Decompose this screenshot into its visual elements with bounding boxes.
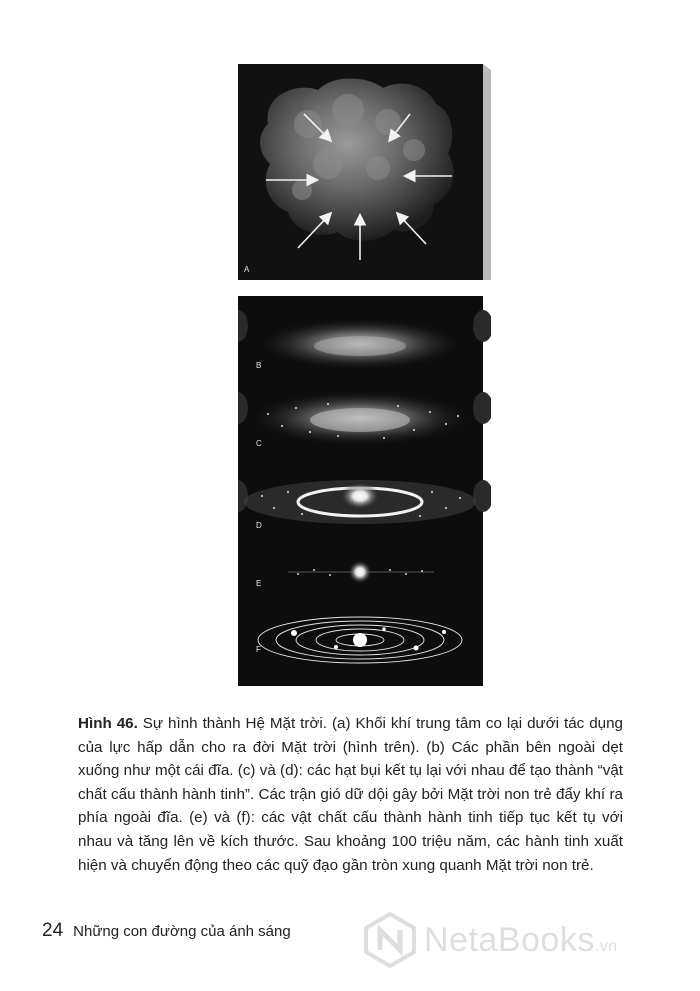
netabooks-logo-icon [362,912,418,968]
watermark-text: NetaBooks [424,920,595,959]
running-title: Những con đường của ánh sáng [73,923,291,940]
caption-text: Sự hình thành Hệ Mặt trời. (a) Khối khí trung tâm co lại dưới tác dụng của lực hấp dẫn cho ra đời Mặt trời (hình trên). (b) Các phần bên ngoài dẹt xuống như một cái đĩa. (c) và (d): các hạt bụi kết tụ lại với nhau để tạo thành “vật chất cấu thành hành tinh”. Các trận gió dữ dội gây bởi Mặt trời non trẻ đẩy khí ra phía ngoài đĩa. (e) và (f): các vật chất cấu thành hành tinh tiếp tục kết tụ với nhau và tăng lên về kích thước. Sau khoảng 100 triệu năm, các hành tinh xuất hiện và chuyển động theo các quỹ đạo gần tròn xung quanh Mặt trời non trẻ. [78,715,624,874]
figure-panels-b-to-f [238,296,491,686]
caption-label: Hình 46. [78,715,138,732]
page-number: 24 [42,920,64,941]
panel-label-e: E [256,579,262,588]
figure-panel-a [238,64,491,280]
watermark-suffix: .vn [594,937,618,955]
panel-label-b: B [256,361,262,370]
netabooks-watermark [362,912,618,968]
panel-label-f: F [256,645,261,654]
panel-label-d: D [256,521,262,530]
page-footer [42,920,291,942]
panel-label-a: A [244,265,250,274]
figure-caption [78,712,623,877]
panel-b [256,318,464,370]
panel-label-c: C [256,439,262,448]
